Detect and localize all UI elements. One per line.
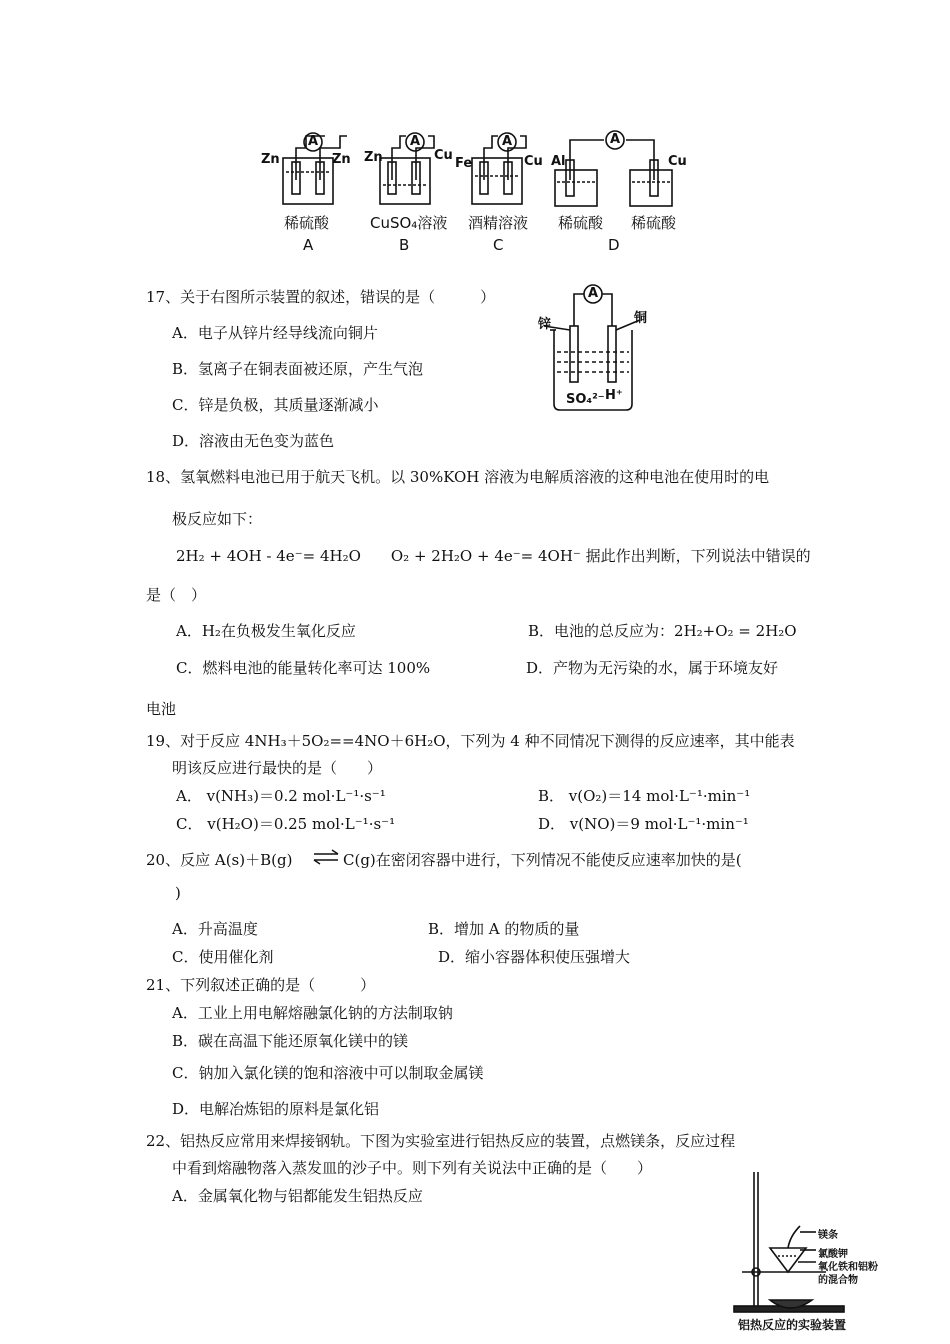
electrode-d-left: Al [551, 154, 566, 169]
q21-option-c: C．钠加入氯化镁的饱和溶液中可以制取金属镁 [172, 1064, 484, 1082]
thermite-label-mix1: 氧化铁和铝粉 [818, 1262, 878, 1273]
q17-ion-sulfate: SO₄²⁻ [566, 392, 605, 407]
q21-option-a: A．工业上用电解熔融氯化钠的方法制取钠 [172, 1004, 453, 1022]
q20-line2: ) [175, 884, 181, 902]
q17-ion-hydrogen: H⁺ [605, 388, 623, 403]
electrode-a-right: Zn [332, 152, 351, 167]
q17-meter-label: A [588, 286, 599, 301]
q18-option-a: A．H₂在负极发生氧化反应 [176, 622, 356, 640]
q20-option-a: A．升高温度 [172, 920, 258, 938]
q17-stem: 17、关于右图所示装置的叙述，错误的是（ ） [146, 288, 496, 306]
q19-option-c: C． v(H₂O)＝0.25 mol·L⁻¹·s⁻¹ [176, 815, 396, 833]
solution-d2: 稀硫酸 [631, 214, 677, 232]
q18-option-d: D．产物为无污染的水，属于环境友好 [526, 659, 779, 677]
q19-line2: 明该反应进行最快的是（ ） [172, 759, 383, 777]
electrode-b-left: Zn [364, 150, 383, 165]
electrode-d-right: Cu [668, 154, 687, 169]
meter-label-b: A [410, 134, 421, 149]
q20-option-d: D．缩小容器体积使压强增大 [438, 948, 631, 966]
q17-option-a: A．电子从锌片经导线流向铜片 [172, 324, 378, 342]
q17-copper-label: 铜 [634, 311, 648, 326]
q18-line3: 2H₂ + 4OH - 4e⁻= 4H₂O O₂ + 2H₂O + 4e⁻= 4OH⁻ 据此作出判断，下列说法中错误的 [176, 547, 811, 565]
q20-option-c: C．使用催化剂 [172, 948, 274, 966]
electrode-a-left: Zn [261, 152, 280, 167]
thermite-label-mg: 镁条 [818, 1230, 838, 1241]
solution-c: 酒精溶液 [468, 214, 529, 232]
q20-line1-part2: C(g)在密闭容器中进行，下列情况不能使反应速率加快的是( [343, 851, 742, 869]
q19-option-d: D． v(NO)＝9 mol·L⁻¹·min⁻¹ [538, 815, 749, 833]
q18-line2: 极反应如下： [172, 510, 263, 528]
thermite-label-kclo3: 氯酸钾 [818, 1249, 848, 1260]
solution-b: CuSO₄溶液 [370, 214, 448, 232]
electrode-c-right: Cu [524, 154, 543, 169]
q17-zinc-label: 锌 [538, 317, 552, 332]
meter-label-a: A [308, 134, 319, 149]
q17-option-d: D．溶液由无色变为蓝色 [172, 432, 335, 450]
meter-label-c: A [502, 134, 513, 149]
letter-d: D [608, 236, 620, 254]
q18-line4: 是（ ） [146, 586, 207, 604]
q18-line1: 18、氢氧燃料电池已用于航天飞机。以 30%KOH 溶液为电解质溶液的这种电池在使用时的电 [146, 468, 770, 486]
letter-c: C [493, 236, 504, 254]
q21-stem: 21、下列叙述正确的是（ ） [146, 976, 376, 994]
thermite-label-mix2: 的混合物 [818, 1275, 858, 1286]
q18-option-c: C．燃料电池的能量转化率可达 100% [176, 659, 431, 677]
q20-line1-part1: 20、反应 A(s)＋B(g) [146, 851, 293, 869]
q21-option-b: B．碳在高温下能还原氧化镁中的镁 [172, 1032, 409, 1050]
electrode-c-left: Fe [455, 156, 473, 171]
q21-option-d: D．电解冶炼铝的原料是氯化铝 [172, 1100, 380, 1118]
q20-option-b: B．增加 A 的物质的量 [428, 920, 580, 938]
q17-option-c: C．锌是负极，其质量逐渐减小 [172, 396, 379, 414]
letter-b: B [399, 236, 410, 254]
q22-line2: 中看到熔融物落入蒸发皿的沙子中。则下列有关说法中正确的是（ ） [172, 1159, 653, 1177]
letter-a: A [303, 236, 314, 254]
electrode-b-right: Cu [434, 148, 453, 163]
q19-option-b: B． v(O₂)＝14 mol·L⁻¹·min⁻¹ [538, 787, 751, 805]
solution-a: 稀硫酸 [284, 214, 330, 232]
q17-option-b: B．氢离子在铜表面被还原，产生气泡 [172, 360, 424, 378]
q18-option-d-cont: 电池 [146, 700, 177, 718]
q19-line1: 19、对于反应 4NH₃＋5O₂==4NO＋6H₂O，下列为 4 种不同情况下测得的反应速率，其中能表 [146, 732, 795, 750]
solution-d1: 稀硫酸 [558, 214, 604, 232]
q22-option-a: A．金属氧化物与铝都能发生铝热反应 [172, 1187, 423, 1205]
q19-option-a: A． v(NH₃)＝0.2 mol·L⁻¹·s⁻¹ [176, 787, 386, 805]
thermite-caption: 铝热反应的实验装置 [738, 1318, 847, 1332]
meter-label-d: A [610, 132, 621, 147]
q22-line1: 22、铝热反应常用来焊接钢轨。下图为实验室进行铝热反应的装置，点燃镁条，反应过程 [146, 1132, 736, 1150]
q18-option-b: B．电池的总反应为：2H₂+O₂ = 2H₂O [528, 622, 797, 640]
